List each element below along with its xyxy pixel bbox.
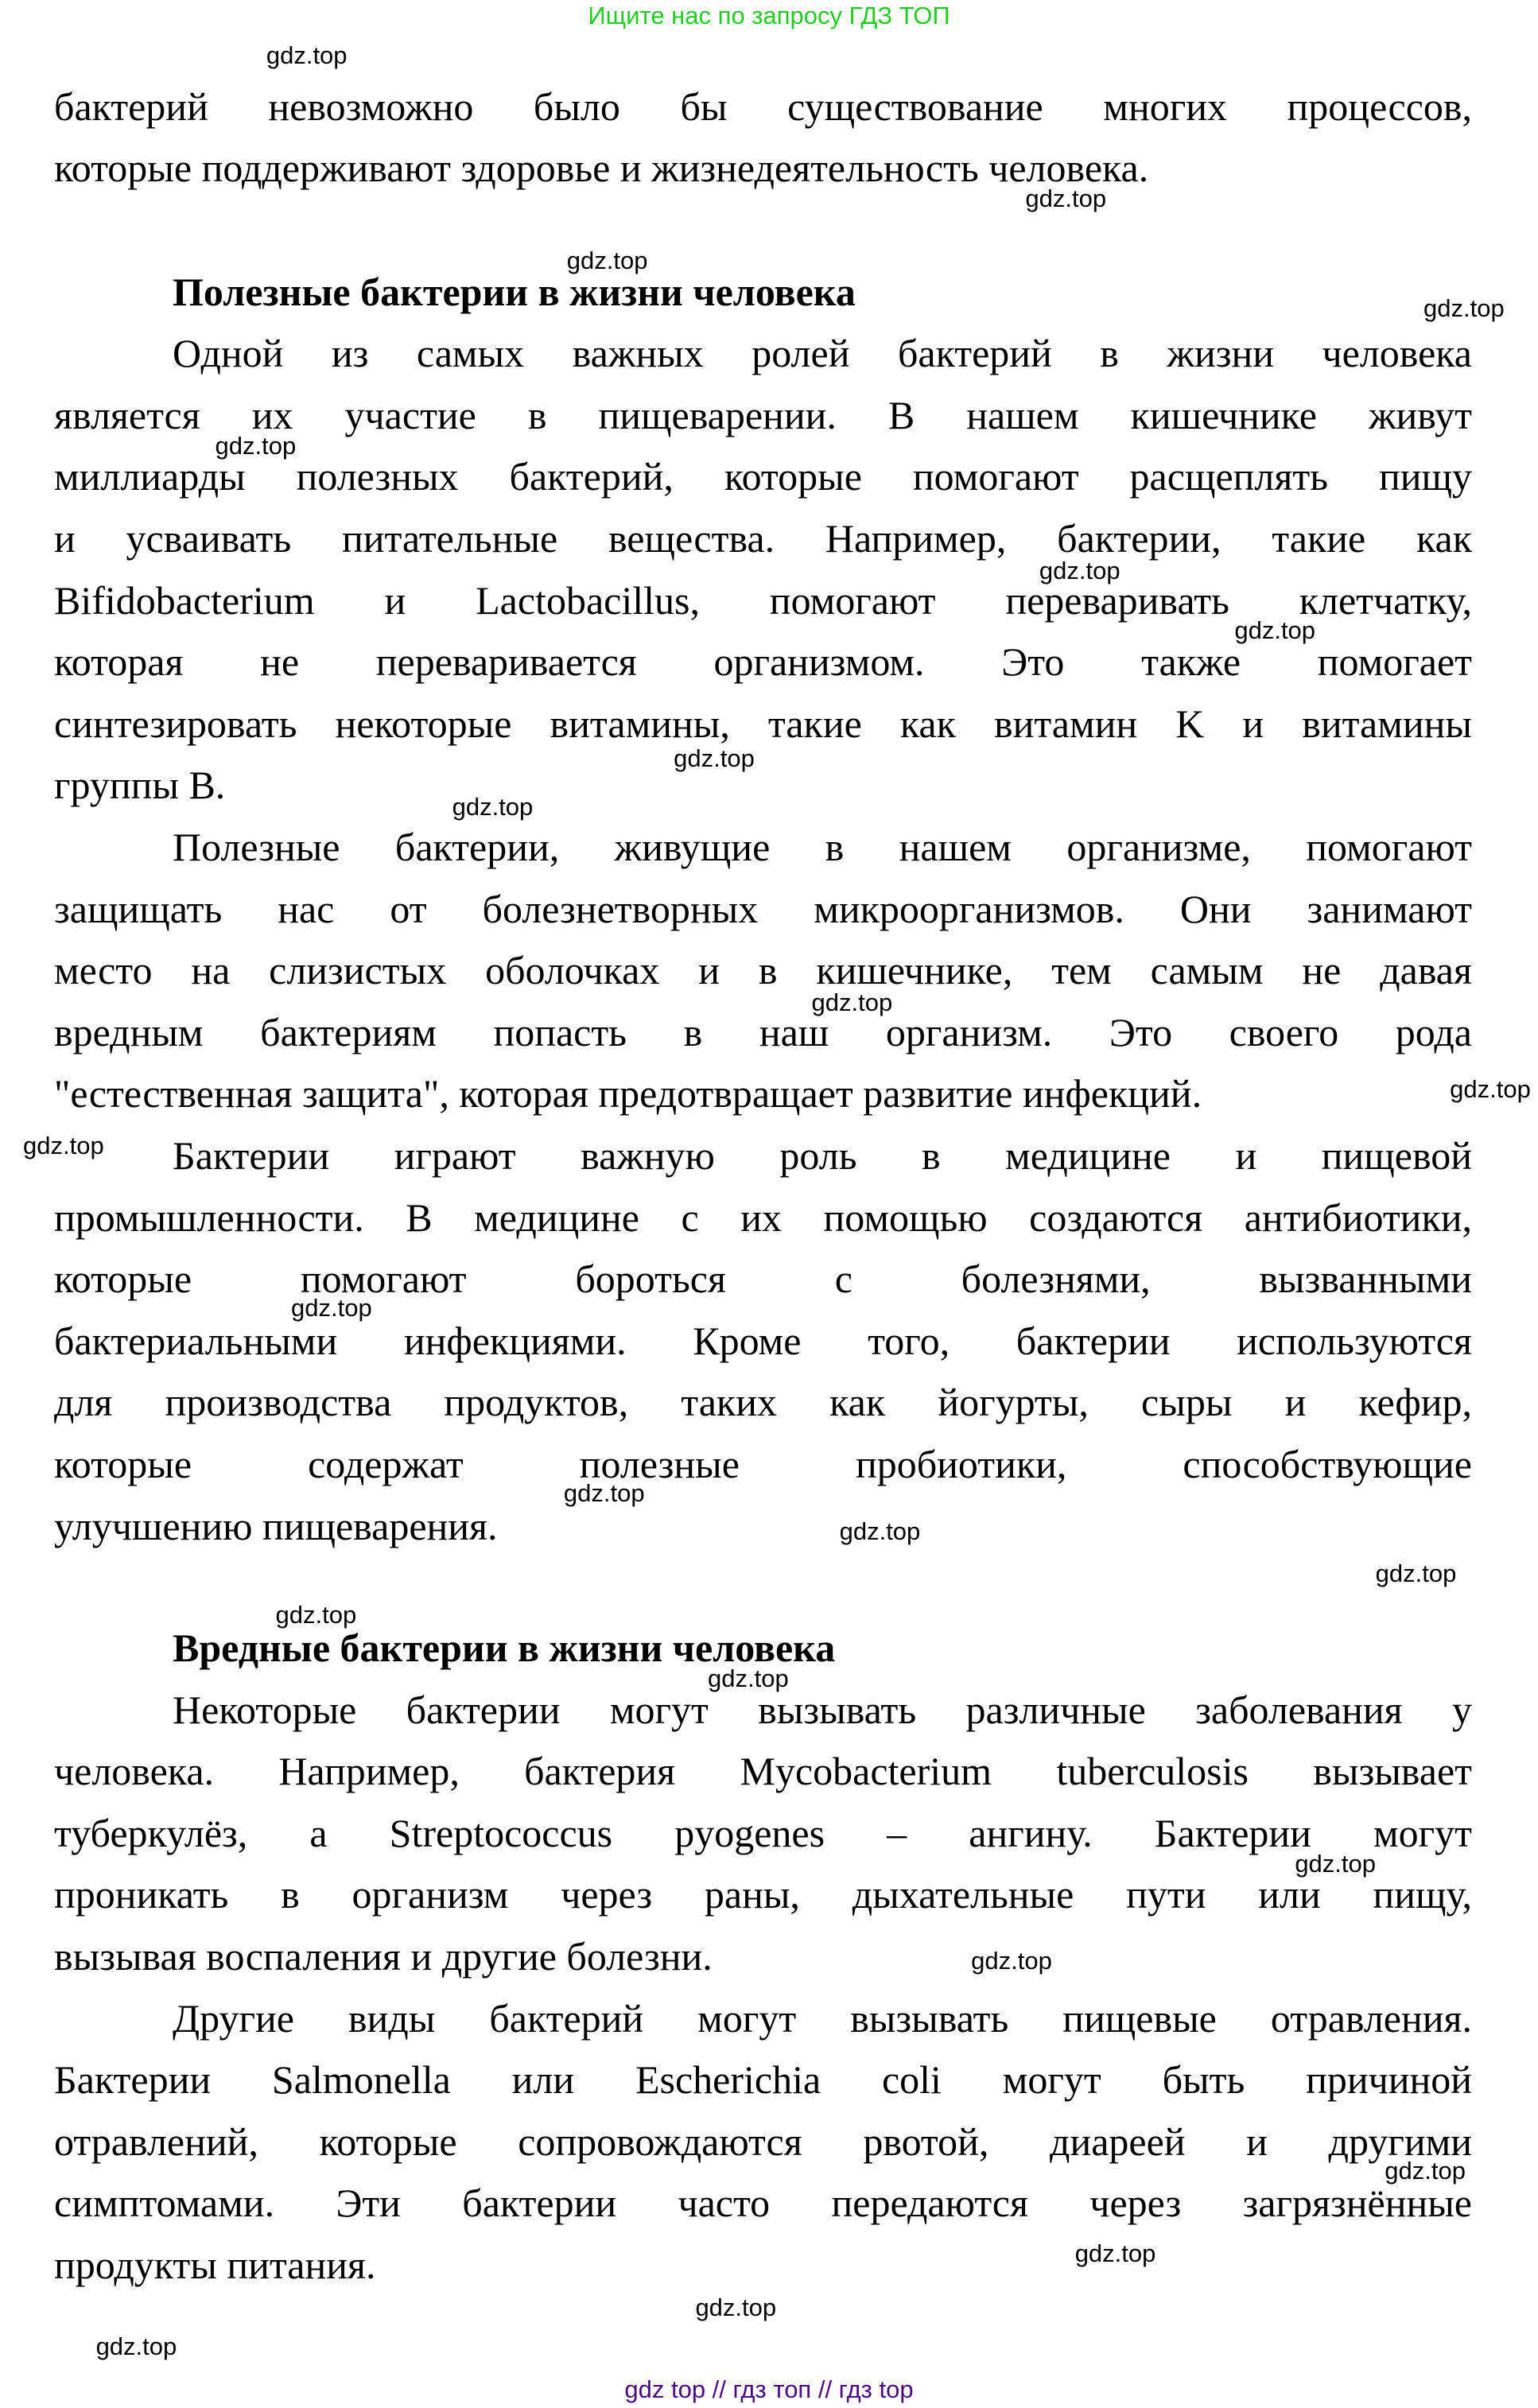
watermark: gdz.top: [1025, 184, 1107, 213]
paragraph-line: является их участие в пищеварении. В нашем кишечнике живут: [54, 392, 1472, 437]
paragraph-line: которые помогают бороться с болезнями, вызванными: [54, 1256, 1472, 1302]
watermark: gdz.top: [674, 744, 755, 773]
paragraph-line: Полезные бактерии, живущие в нашем организме, помогают: [173, 825, 1472, 870]
paragraph-line: группы B.: [54, 763, 226, 808]
section-heading: Вредные бактерии в жизни человека: [173, 1625, 836, 1670]
watermark: gdz.top: [708, 1664, 789, 1692]
watermark: gdz.top: [695, 2293, 777, 2322]
watermark: gdz.top: [971, 1946, 1052, 1975]
paragraph-line: бактерий невозможно было бы существование многих процессов,: [54, 84, 1472, 129]
watermark: gdz.top: [291, 1294, 372, 1322]
watermark: gdz.top: [811, 988, 893, 1016]
paragraph-line: защищать нас от болезнетворных микроорганизмов. Они занимают: [54, 886, 1472, 931]
watermark: gdz.top: [839, 1517, 921, 1546]
paragraph-line: место на слизистых оболочках и в кишечнике, тем самым не давая: [54, 948, 1472, 993]
watermark: gdz.top: [1375, 1559, 1457, 1587]
paragraph-line: продукты питания.: [54, 2242, 376, 2287]
paragraph-line: вредным бактериям попасть в наш организм. Это своего рода: [54, 1009, 1472, 1054]
paragraph-line: миллиарды полезных бактерий, которые помогают расщеплять пищу: [54, 454, 1472, 499]
paragraph-line: промышленности. В медицине с их помощью создаются антибиотики,: [54, 1194, 1472, 1240]
watermark: gdz.top: [566, 246, 648, 274]
paragraph-line: которая не переваривается организмом. Это также помогает: [54, 639, 1472, 685]
paragraph-line: бактериальными инфекциями. Кроме того, бактерии используются: [54, 1318, 1472, 1363]
footer-links[interactable]: gdz top // гдз топ // гдз top: [624, 2375, 914, 2403]
paragraph-line: симптомами. Эти бактерии часто передаются через загрязнённые: [54, 2181, 1472, 2226]
paragraph-line: синтезировать некоторые витамины, такие как витамин K и витамины: [54, 701, 1472, 746]
paragraph-line: которые содержат полезные пробиотики, способствующие: [54, 1442, 1472, 1487]
paragraph-line: которые поддерживают здоровье и жизнедеятельность человека.: [54, 146, 1149, 191]
watermark: gdz.top: [275, 1601, 357, 1629]
search-hint-banner: Ищите нас по запросу ГДЗ ТОП: [588, 2, 950, 29]
paragraph-line: Одной из самых важных ролей бактерий в жизни человека: [173, 331, 1472, 376]
watermark: gdz.top: [1295, 1849, 1377, 1878]
paragraph-line: для производства продуктов, таких как йогурты, сыры и кефир,: [54, 1380, 1472, 1425]
watermark: gdz.top: [23, 1132, 104, 1160]
paragraph-line: Некоторые бактерии могут вызывать различные заболевания у: [173, 1687, 1472, 1732]
paragraph-line: туберкулёз, а Streptococcus pyogenes – ангину. Бактерии могут: [54, 1810, 1472, 1855]
watermark: gdz.top: [563, 1478, 645, 1507]
section-heading: Полезные бактерии в жизни человека: [173, 269, 856, 314]
watermark: gdz.top: [95, 2332, 177, 2360]
watermark: gdz.top: [1423, 294, 1505, 322]
watermark: gdz.top: [1074, 2239, 1156, 2268]
paragraph-line: отравлений, которые сопровождаются рвотой, диареей и другими: [54, 2119, 1472, 2164]
watermark: gdz.top: [1234, 616, 1316, 645]
watermark: gdz.top: [1039, 556, 1120, 585]
paragraph-line: человека. Например, бактерия Mycobacterium tuberculosis вызывает: [54, 1749, 1472, 1794]
watermark: gdz.top: [215, 431, 297, 460]
paragraph-line: проникать в организм через раны, дыхательные пути или пищу,: [54, 1872, 1472, 1917]
paragraph-line: и усваивать питательные вещества. Например, бактерии, такие как: [54, 516, 1472, 561]
watermark: gdz.top: [1385, 2156, 1466, 2185]
paragraph-line: вызывая воспаления и другие болезни.: [54, 1933, 713, 1979]
paragraph-line: Бактерии Salmonella или Escherichia coli могут быть причиной: [54, 2057, 1472, 2103]
paragraph-line: улучшению пищеварения.: [54, 1503, 498, 1548]
watermark: gdz.top: [1450, 1074, 1531, 1103]
paragraph-line: Другие виды бактерий могут вызывать пищевые отравления.: [173, 1995, 1472, 2041]
paragraph-line: Bifidobacterium и Lactobacillus, помогают переваривать клетчатку,: [54, 577, 1472, 623]
paragraph-line: "естественная защита", которая предотвращает развитие инфекций.: [54, 1071, 1202, 1117]
watermark: gdz.top: [266, 41, 348, 69]
watermark: gdz.top: [452, 792, 534, 821]
paragraph-line: Бактерии играют важную роль в медицине и пищевой: [173, 1133, 1472, 1179]
